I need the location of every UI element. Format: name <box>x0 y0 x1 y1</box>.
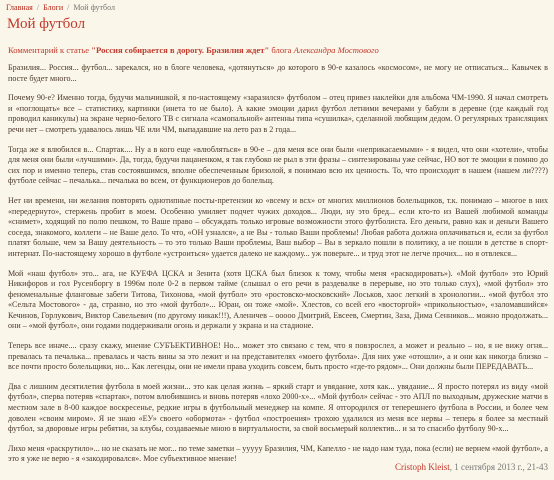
paragraph: Нет ни времени, ни желания повторять однотипные посты-претензии ко «всему и всх» от многих миллионов болельщиков, т.к. понимаю – многое в них «передернуто», стержень пробит в моем. Особенно умиляет подчет чужих доходов... Люди, ну это бред... если кто-то из Вашей любимой команды «снимет», ходящий по полю пешком, то Ваше право – обсуждать только игровые возможности этого футболиста. Его деньги, равно как и деньги Вашего соседа, знакомого, коллеги – не Ваше дело. То что, «ОН узнался», а не Вы - только Ваши проблемы! Любая работа должна оплачиваться и, если за футбол платят больше, чем за Вашу деятельность – то это только Ваши проблемы, Ваш выбор – Вы в зеркало пошли в политику, а не пошли в детстве в спорт-интернат. По-настоящему хорошо в футболе «устроиться» удается далеко не каждому... уж поверьте... и труд этот не легче прочих... но я отвлекся... <box>8 195 548 258</box>
breadcrumb-home[interactable]: Главная <box>6 3 33 12</box>
paragraph: Тогда же я влюбился в... Спартак.... Ну а в кого еще «влюбляться» в 90-е – для меня все они были «неприкасаемыми» - я видел, что они «хотели», чтобы для меня они были «лучшими». Да, тогда, будучи пацаненком, я так глубоко не рыл в эти фразы – синтезированы уже сейчас, НО вот те эмоции я помню до сих пор и именно теперь, став состоявшимся, вполне обеспеченным бризолой, я понимаю всю их ценность. То, что происходит в нашем (нашем ли????) футболе сейчас – печалька... печалька во всем, от функционеров до болельщ. <box>8 144 548 186</box>
breadcrumb-separator: / <box>36 3 40 12</box>
breadcrumb-blogs[interactable]: Блоги <box>43 3 64 12</box>
comment-date: , 1 сентября 2013 г., 21-43 <box>449 462 548 472</box>
author-link[interactable]: Александра Мостового <box>293 45 379 55</box>
paragraph: Лихо меня «раскрутило»... но не сказать не мог... по теме заметки – ууууу Бразилия, ЧМ, Капелло - не надо нам туда, пока (если) не вернем «мой футбол», а это я уже не верю - я «закодировался». Мое субъективное мнение! <box>8 443 548 464</box>
page-title: Мой футбол <box>7 16 86 32</box>
paragraph: Два с лишним десятилетия футбола в моей жизни... это как целая жизнь – яркий старт и увядание, хотя как... увядание... Я просто потерял из виду «мой футбол», сперва потеряв «спартак», потом влюбившись и вновь потеряв «лохо 2000-х»... «Мой футбол» сейчас - это АПЛ по выходным, дружеские матчи в местном зале в 8-00 каждое воскресенье, редкие игры в футбольный менеджер на компе. Я отгородился от теперешнего футбола в России, и более чем доволен «своим миром». Я не знаю «ЕУ» своего «обормота» - футбол «построения» трохою удалился из меня все нервы – теперь я более за местный футбол, за дворовые игры ребятни, за клубы, создаваемые мною в виртуальности, за свой восьмерый коллектив... и за то спасибо футболу 90-х... <box>8 381 548 434</box>
comment-prefix: Комментарий к статье <box>8 45 92 55</box>
paragraph: Теперь все иначе.... сразу скажу, мнение СУБЪЕКТИВНОЕ! Но... может это связано с тем, что я повзрослел, а может и реально – но, я не вижу огня... превалась та печалька... превалась и часть вины за это лежит и на представителях «моего футбола». Для них уже «отошли», а и они как никогда близко – все почти просто болельщики, но... Как легенды, они не имели права уходить совсем, быть просто «где-то рядом»... Они должны были ПЕРЕДАВАТЬ... <box>8 341 548 372</box>
comment-heading <box>8 45 548 55</box>
paragraph: Бразилия... Россия... футбол... зарекался, но в блоге человека, «дотянуться» до которого в 90-е казалось «космосом», не могу не отписаться... Кавычек в посте будет много... <box>8 63 548 83</box>
commenter-name[interactable]: Cristoph Kleist <box>394 462 450 472</box>
paragraph: Мой «наш футбол» это... ага, не КУЕФА ЦСКА и Зенита (хотя ЦСКА был близок к тому, чтобы меня «раскодировать»). «Мой футбол» это Юрий Никифоров и гол Русенборгу в 1996м поле 0-2 в первом тайме (слышал о его речи в раздевалке в перерыве, но это только слух), «мой футбол» это феноменальные фланговые забеги Титова, Тихонова, «мой футбол» это «ростовско-московский» Лоськов, хаос легкий в хронологии... «мой футбол это «Сельта Мостового» - да, странно, но это «мой футбол»... Юран, он тоже «мой». Хлестов, со всей его «восторгой» «прикольностью», «заломавшийся» Кечинов, Горлукович, Виктор Савельевич (по другому никак!!!), Аленичев – ооооо Дмитрий, Евсеев, Смертин, Заза, Дима Сенников... можно продолжать... они – «мой футбол», они годами поддерживали огонь и держали у экрана и на стадионе. <box>8 268 548 331</box>
breadcrumb-current: Мой футбол <box>73 3 116 12</box>
breadcrumb-separator: / <box>67 3 70 12</box>
article-link[interactable]: "Россия собирается в дорогу. Бразилия ждет" <box>91 45 270 55</box>
comment-middle: блога <box>269 45 294 55</box>
breadcrumb <box>6 0 548 13</box>
paragraph: Почему 90-е? Именно тогда, будучи мальчишкой, я по-настоящему «заразился» футболом – отец привез наклейки для альбома ЧМ-1990. Я начал смотреть и «поглощать» все – статистику, картинки (инета то не было). А какие эмоции дарил футбол летними вечерами у бабули в деревне (где каждый год проводил каникулы) на экране черно-белого ТВ с сигнала «самопальной» антенны типа «сушилка», сделанной любящим дедом. О регулярных трансляциях речи нет – смотреть удавалось лишь ЧЕ или ЧМ, выпадавшие на лето раз в 2 года... <box>8 93 548 134</box>
comment-body <box>6 63 548 465</box>
comment-signature <box>395 462 548 472</box>
